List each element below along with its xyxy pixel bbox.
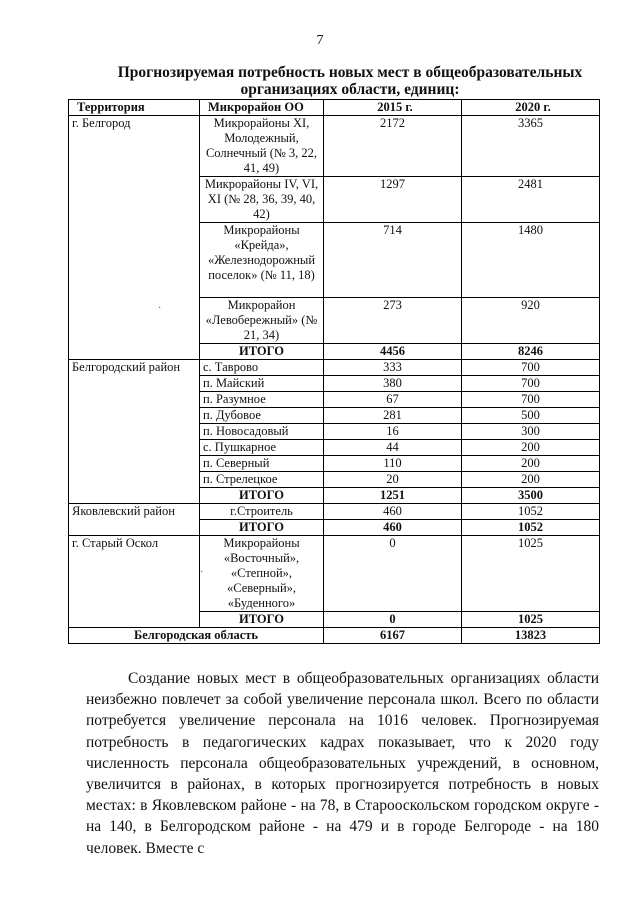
territory-cell: г. Старый Оскол [69,536,200,628]
grand-total-label: Белгородская область [69,628,324,644]
district-cell: Микрорайоны «Крейда», «Железнодорожный поселок» (№ 11, 18) [200,223,324,298]
value-2015: 380 [324,376,462,392]
grand-total-2020: 13823 [462,628,600,644]
value-2015: 44 [324,440,462,456]
value-2015: 110 [324,456,462,472]
district-cell: п. Майский [200,376,324,392]
district-cell: п. Северный [200,456,324,472]
value-2020: 700 [462,392,600,408]
page-number: 7 [316,33,324,48]
district-cell: Микрорайоны «Восточный», «Степной», «Северный», «Буденного» [200,536,324,612]
district-cell: п. Стрелецкое [200,472,324,488]
value-2015: 2172 [324,116,462,177]
header-territory: Территория [69,100,200,116]
district-cell: п. Новосадовый [200,424,324,440]
value-2015: 16 [324,424,462,440]
subtotal-2015: 4456 [324,344,462,360]
margin-mark: · [200,567,204,578]
subtotal-2020: 1052 [462,520,600,536]
subtotal-label: ИТОГО [200,488,324,504]
demand-table [68,99,600,644]
header-district: Микрорайон ОО [200,100,324,116]
subtotal-2015: 1251 [324,488,462,504]
subtotal-2020: 3500 [462,488,600,504]
territory-cell: Яковлевский район [69,504,200,536]
table-row [69,536,600,612]
value-2020: 700 [462,360,600,376]
header-2015: 2015 г. [324,100,462,116]
grand-total-2015: 6167 [324,628,462,644]
value-2020: 200 [462,456,600,472]
body-paragraph: Создание новых мест в общеобразовательных организациях области неизбежно повлечет за собой увеличение персонала школ. Всего по области потребуется увеличение персонала на 1016 человек. Прогнозируемая потребность в педагогических кадрах показывает, что к 2020 году численность персонала общеобразовательных учреждений, в основном, увеличится в районах, в которых прогнозируется потребность в новых местах: в Яковлевском районе - на 78, в Старооскольском городском округе - на 140, в Белгородском районе - на 479 и в городе Белгороде - на 180 человек. Вместе с [86,670,599,857]
value-2015: 67 [324,392,462,408]
table-row [69,360,600,376]
district-cell: Микрорайоны XI, Молодежный, Солнечный (№ 3, 22, 41, 49) [200,116,324,177]
value-2020: 920 [462,298,600,344]
value-2015: 273 [324,298,462,344]
district-cell: с. Пушкарное [200,440,324,456]
district-cell: п. Дубовое [200,408,324,424]
subtotal-2015: 0 [324,612,462,628]
table-title: Прогнозируемая потребность новых мест в общеобразовательных организациях области, единиц: [117,64,583,98]
grand-total-row [69,628,600,644]
territory-cell: г. Белгород [69,116,200,360]
table-header-row [69,100,600,116]
value-2020: 1480 [462,223,600,298]
table-row [69,116,600,177]
subtotal-2020: 1025 [462,612,600,628]
value-2020: 1052 [462,504,600,520]
subtotal-label: ИТОГО [200,520,324,536]
district-cell: с. Таврово [200,360,324,376]
value-2020: 200 [462,440,600,456]
header-2020: 2020 г. [462,100,600,116]
value-2015: 0 [324,536,462,612]
value-2015: 281 [324,408,462,424]
district-cell: п. Разумное [200,392,324,408]
value-2015: 714 [324,223,462,298]
value-2015: 460 [324,504,462,520]
value-2015: 1297 [324,177,462,223]
value-2020: 200 [462,472,600,488]
subtotal-label: ИТОГО [200,612,324,628]
margin-mark: · [158,303,162,314]
subtotal-2020: 8246 [462,344,600,360]
district-cell: Микрорайоны IV, VI, XI (№ 28, 36, 39, 40, 42) [200,177,324,223]
territory-cell: Белгородский район [69,360,200,504]
value-2020: 500 [462,408,600,424]
subtotal-label: ИТОГО [200,344,324,360]
table-row [69,504,600,520]
value-2020: 300 [462,424,600,440]
subtotal-2015: 460 [324,520,462,536]
district-cell: Микрорайон «Левобережный» (№ 21, 34) [200,298,324,344]
value-2020: 3365 [462,116,600,177]
value-2015: 333 [324,360,462,376]
value-2020: 1025 [462,536,600,612]
value-2015: 20 [324,472,462,488]
district-cell: г.Строитель [200,504,324,520]
value-2020: 2481 [462,177,600,223]
value-2020: 700 [462,376,600,392]
